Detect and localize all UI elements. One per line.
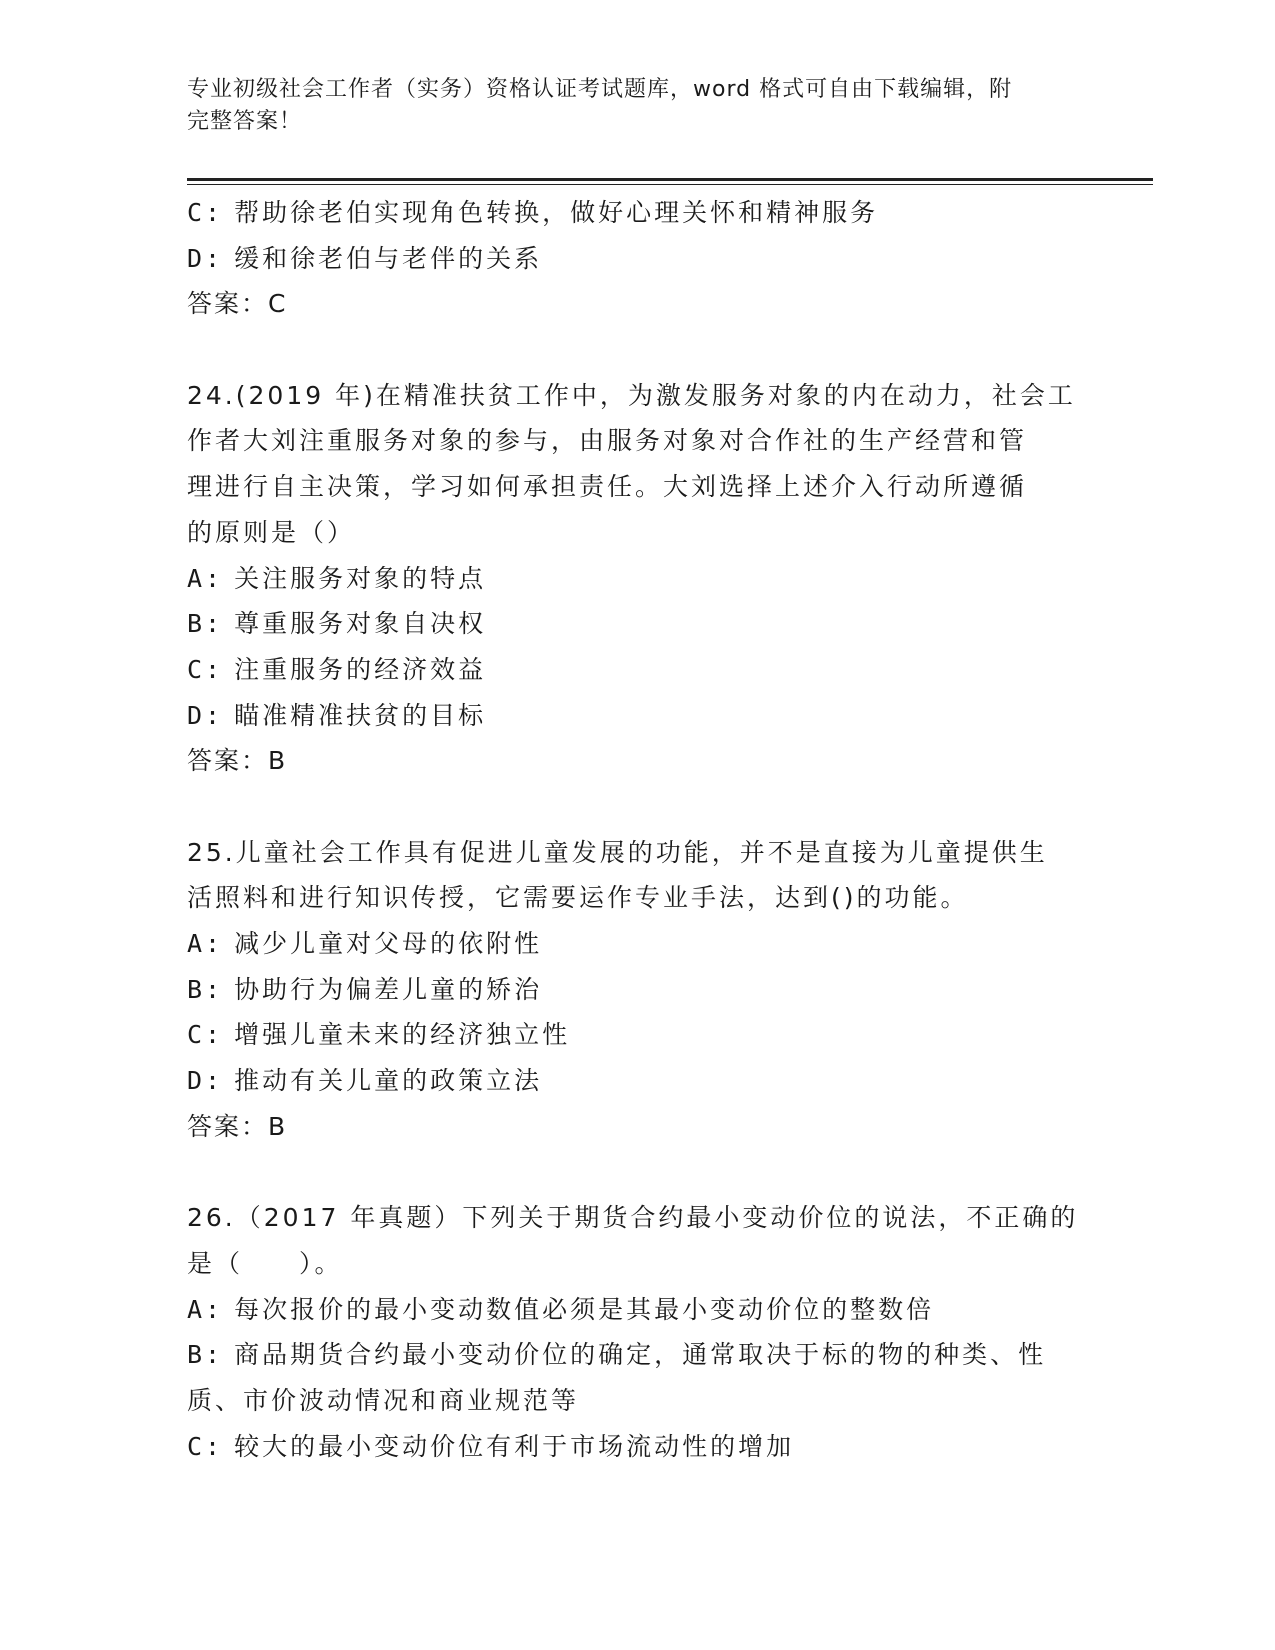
option-c xyxy=(187,647,1087,693)
question-24 xyxy=(187,373,1087,784)
option-b xyxy=(187,601,1087,647)
spacer xyxy=(187,327,1087,373)
header-line-2: 完整答案！ xyxy=(187,109,303,134)
option-a xyxy=(187,921,1087,967)
option-letter: C: xyxy=(187,1020,224,1050)
option-letter: A: xyxy=(187,563,224,593)
option-text: 尊重服务对象自决权 xyxy=(234,609,487,639)
option-c xyxy=(187,1012,1087,1058)
question-stem-line: 作者大刘注重服务对象的参与，由服务对象对合作社的生产经营和管 xyxy=(187,426,1028,456)
question-26 xyxy=(187,1195,1087,1469)
option-text: 减少儿童对父母的依附性 xyxy=(234,929,543,958)
header-rule-thin xyxy=(187,184,1153,185)
header-line-1: 专业初级社会工作者（实务）资格认证考试题库，word 格式可自由下载编辑，附 xyxy=(187,77,1013,102)
header-rule-thick xyxy=(187,178,1153,181)
option-letter: D: xyxy=(187,243,224,273)
option-text: 增强儿童未来的经济独立性 xyxy=(234,1020,571,1050)
option-d xyxy=(187,693,1087,739)
option-letter: D: xyxy=(187,700,224,730)
answer-line: 答案：B xyxy=(187,746,288,776)
option-text: 较大的最小变动价位有利于市场流动性的增加 xyxy=(234,1431,795,1461)
page-header xyxy=(187,74,1067,138)
option-b xyxy=(187,1332,1087,1378)
question-stem-line: 活照料和进行知识传授，它需要运作专业手法，达到()的功能。 xyxy=(187,883,969,913)
option-text: 关注服务对象的特点 xyxy=(234,563,487,593)
option-letter: C: xyxy=(187,1431,224,1461)
option-b xyxy=(187,967,1087,1013)
question-25 xyxy=(187,830,1087,1150)
question-stem-line: 26.（2017 年真题）下列关于期货合约最小变动价位的说法，不正确的 xyxy=(187,1203,1079,1233)
answer-line: 答案：C xyxy=(187,289,288,319)
option-text: 协助行为偏差儿童的矫治 xyxy=(234,974,543,1004)
question-stem-line: 24.(2019 年)在精准扶贫工作中，为激发服务对象的内在动力，社会工 xyxy=(187,380,1076,410)
option-letter: B: xyxy=(187,1340,224,1370)
option-letter: A: xyxy=(187,1294,224,1324)
option-text: 注重服务的经济效益 xyxy=(234,654,487,684)
option-text: 每次报价的最小变动数值必须是其最小变动价位的整数倍 xyxy=(234,1294,935,1324)
option-d xyxy=(187,1058,1087,1104)
answer-line: 答案：B xyxy=(187,1111,288,1141)
option-b-continuation: 质、市价波动情况和商业规范等 xyxy=(187,1385,580,1415)
option-letter: B: xyxy=(187,974,224,1004)
question-stem-line: 25.儿童社会工作具有促进儿童发展的功能，并不是直接为儿童提供生 xyxy=(187,837,1048,867)
option-letter: D: xyxy=(187,1066,224,1096)
option-c xyxy=(187,190,1087,236)
option-text: 推动有关儿童的政策立法 xyxy=(234,1066,543,1096)
option-a xyxy=(187,556,1087,602)
question-stem-line: 的原则是（） xyxy=(187,517,356,547)
option-text: 商品期货合约最小变动价位的确定，通常取决于标的物的种类、性 xyxy=(234,1340,1047,1370)
option-text: 瞄准精准扶贫的目标 xyxy=(234,700,487,730)
option-text: 缓和徐老伯与老伴的关系 xyxy=(234,243,543,273)
spacer xyxy=(187,1149,1087,1195)
option-text: 帮助徐老伯实现角色转换，做好心理关怀和精神服务 xyxy=(234,198,879,227)
question-stem-line: 是（ ）。 xyxy=(187,1248,343,1278)
option-letter: C: xyxy=(187,198,224,227)
option-letter: B: xyxy=(187,609,224,639)
spacer xyxy=(187,784,1087,830)
option-c xyxy=(187,1424,1087,1470)
option-letter: C: xyxy=(187,654,224,684)
option-d xyxy=(187,236,1087,282)
document-body xyxy=(187,190,1087,1469)
question-stem-line: 理进行自主决策，学习如何承担责任。大刘选择上述介入行动所遵循 xyxy=(187,472,1028,502)
option-a xyxy=(187,1287,1087,1333)
option-letter: A: xyxy=(187,929,224,958)
